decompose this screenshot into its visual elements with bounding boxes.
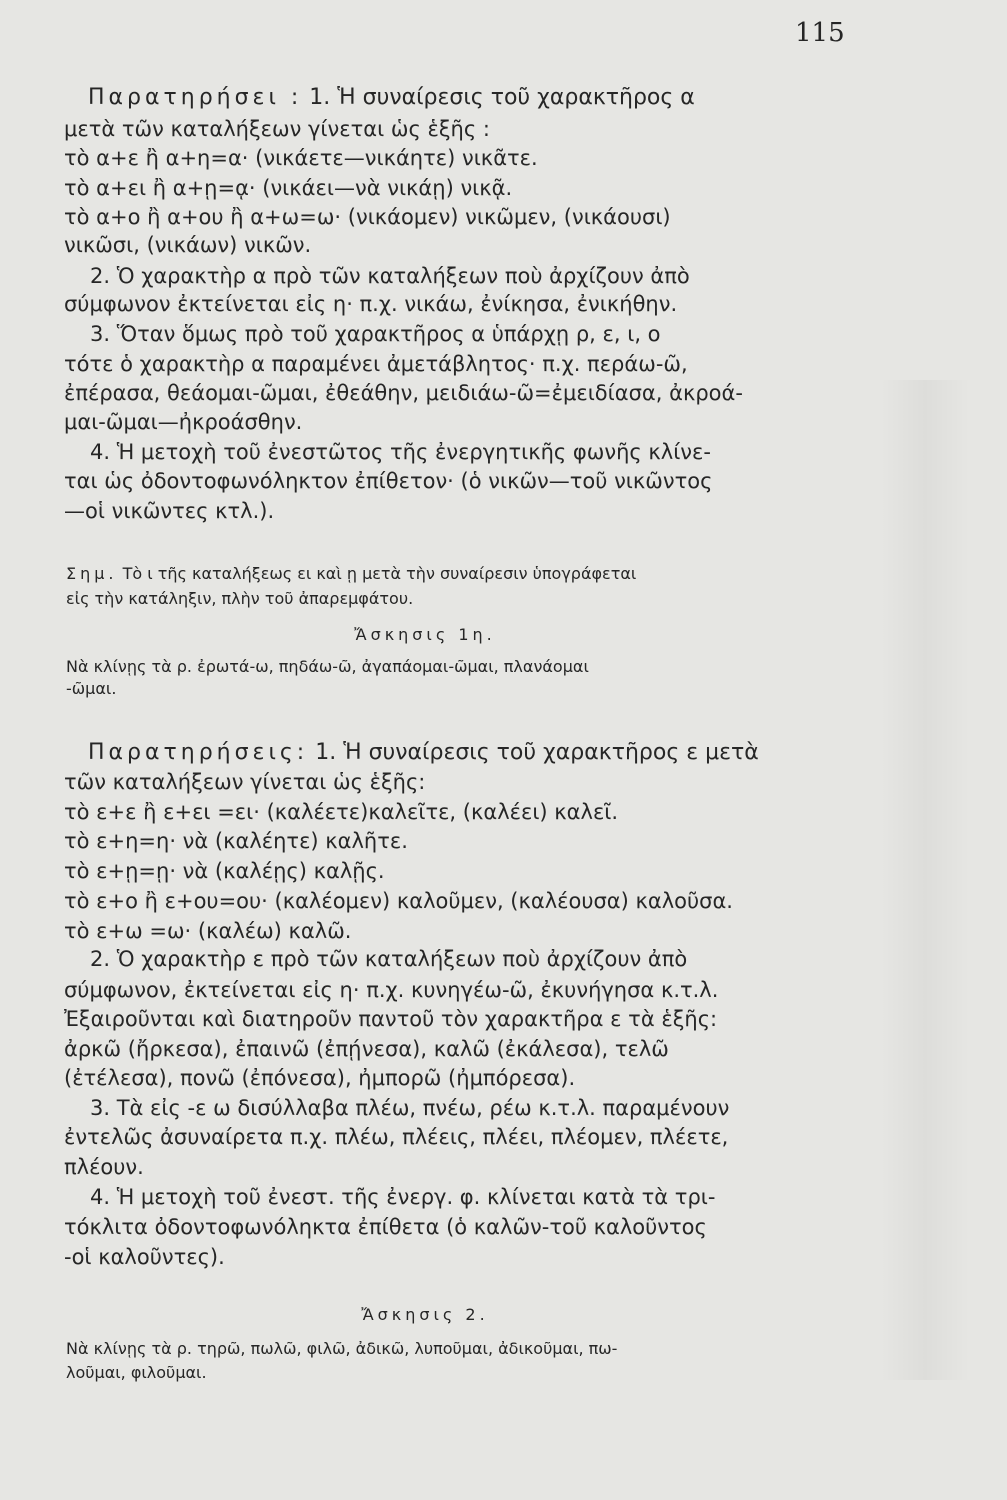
section-1-line: μετὰ τῶν καταλήξεων γίνεται ὡς ἑξῆς :: [64, 117, 490, 141]
section-1-first-line: [88, 84, 695, 112]
section-1-line: ται ὡς ὀδοντοφωνόληκτον ἐπίθετον· (ὁ νικῶν—τοῦ νικῶντος: [64, 469, 713, 493]
section-2-line: Ἐξαιροῦνται καὶ διατηροῦν παντοῦ τὸν χαρακτῆρα ε τὰ ἑξῆς:: [64, 1007, 718, 1031]
note-line: Τὸ ι τῆς καταλήξεως ει καὶ ῃ μετὰ τὴν συναίρεσιν ὑπογράφεται: [122, 564, 637, 583]
section-1-line: νικῶσι, (νικάων) νικῶν.: [64, 233, 312, 257]
section-2-line: τὸ ε+η=η· νὰ (καλέητε) καλῆτε.: [64, 829, 408, 853]
section-2-line: τὸ ε+ω =ω· (καλέω) καλῶ.: [64, 919, 352, 943]
section-1-line: 3. Ὅταν ὅμως πρὸ τοῦ χαρακτῆρος α ὑπάρχῃ ρ, ε, ι, ο: [90, 322, 661, 346]
note-line: εἰς τὴν κατάληξιν, πλὴν τοῦ ἀπαρεμφάτου.: [66, 589, 414, 608]
section-2-line: (ἐτέλεσα), πονῶ (ἐπόνεσα), ἠμπορῶ (ἠμπόρεσα).: [64, 1066, 576, 1090]
exercise-2-title: Ἄσκησις 2.: [361, 1305, 489, 1324]
section-1-line: μαι-ῶμαι—ἠκροάσθην.: [64, 410, 303, 434]
section-2-line: τόκλιτα ὀδοντοφωνόληκτα ἐπίθετα (ὁ καλῶν-τοῦ καλοῦντος: [64, 1215, 707, 1239]
note-label: Σημ.: [66, 564, 118, 583]
section-2-line: ἐντελῶς ἀσυναίρετα π.χ. πλέω, πλέεις, πλέει, πλέομεν, πλέετε,: [64, 1125, 729, 1149]
page-shadow: [880, 380, 970, 1380]
section-2-line: τὸ ε+ῃ=ῃ· νὰ (καλέῃς) καλῇς.: [64, 859, 385, 883]
section-1-line: ἐπέρασα, θεάομαι-ῶμαι, ἐθεάθην, μειδιάω-ῶ=ἐμειδίασα, ἀκροά-: [64, 381, 743, 405]
section-2-line: τὸ ε+ο ἢ ε+ου=ου· (καλέομεν) καλοῦμεν, (καλέουσα) καλοῦσα.: [64, 889, 733, 913]
section-2-line: ἀρκῶ (ἤρκεσα), ἐπαινῶ (ἐπῄνεσα), καλῶ (ἐκάλεσα), τελῶ: [64, 1037, 669, 1061]
section-1-line: 4. Ἡ μετοχὴ τοῦ ἐνεστῶτος τῆς ἐνεργητικῆς φωνῆς κλίνε-: [90, 440, 711, 464]
section-2-line: πλέουν.: [64, 1155, 144, 1179]
section-1-line: τὸ α+ει ἢ α+ῃ=ᾳ· (νικάει—νὰ νικάῃ) νικᾷ.: [64, 176, 513, 200]
section-1-line: 2. Ὁ χαρακτὴρ α πρὸ τῶν καταλήξεων ποὺ ἀρχίζουν ἀπὸ: [90, 264, 690, 288]
section-1-line: σύμφωνον ἐκτείνεται εἰς η· π.χ. νικάω, ἐνίκησα, ἐνικήθην.: [64, 292, 678, 316]
section-2-line: τῶν καταλήξεων γίνεται ὡς ἑξῆς:: [64, 770, 426, 794]
section-1-line: τὸ α+ε ἢ α+η=α· (νικάετε—νικάητε) νικᾶτε.: [64, 146, 538, 170]
page-number: 115: [795, 18, 845, 48]
note-first-line: [66, 563, 636, 585]
section-1-line: τότε ὁ χαρακτὴρ α παραμένει ἀμετάβλητος· π.χ. περάω-ῶ,: [64, 352, 688, 376]
exercise-1-line: Νὰ κλίνῃς τὰ ρ. ἐρωτά-ω, πηδάω-ῶ, ἀγαπάομαι-ῶμαι, πλανάομαι: [66, 657, 589, 676]
exercise-1-title: Ἄσκησις 1η.: [354, 625, 496, 644]
section-2-line: 3. Τὰ εἰς -ε ω δισύλλαβα πλέω, πνέω, ρέω κ.τ.λ. παραμένουν: [90, 1096, 730, 1120]
section-2-line: -οἱ καλοῦντες).: [64, 1245, 225, 1269]
section-1-line: τὸ α+ο ἢ α+ου ἢ α+ω=ω· (νικάομεν) νικῶμεν, (νικάουσι): [64, 205, 671, 229]
exercise-1-line: -ῶμαι.: [66, 679, 117, 698]
section-2-title: Παρατηρήσεις:: [88, 740, 309, 765]
section-2-first-line: [88, 739, 759, 767]
exercise-2-line: λοῦμαι, φιλοῦμαι.: [66, 1363, 207, 1382]
section-2-line: 4. Ἡ μετοχὴ τοῦ ἐνεστ. τῆς ἐνεργ. φ. κλίνεται κατὰ τὰ τρι-: [90, 1185, 716, 1209]
section-1-title: Παρατηρήσει :: [88, 85, 303, 110]
section-2-line: τὸ ε+ε ἢ ε+ει =ει· (καλέετε)καλεῖτε, (καλέει) καλεῖ.: [64, 800, 619, 824]
section-2-line: 2. Ὁ χαρακτὴρ ε πρὸ τῶν καταλήξεων ποὺ ἀρχίζουν ἀπὸ: [90, 947, 688, 971]
section-1-line: 1. Ἡ συναίρεσις τοῦ χαρακτῆρος α: [309, 85, 695, 110]
section-2-line: 1. Ἡ συναίρεσις τοῦ χαρακτῆρος ε μετὰ: [315, 740, 759, 765]
exercise-2-line: Νὰ κλίνῃς τὰ ρ. τηρῶ, πωλῶ, φιλῶ, ἀδικῶ, λυποῦμαι, ἀδικοῦμαι, πω-: [66, 1339, 618, 1358]
section-2-line: σύμφωνον, ἐκτείνεται εἰς η· π.χ. κυνηγέω-ῶ, ἐκυνήγησα κ.τ.λ.: [64, 978, 719, 1002]
section-1-line: —οἱ νικῶντες κτλ.).: [64, 499, 275, 523]
